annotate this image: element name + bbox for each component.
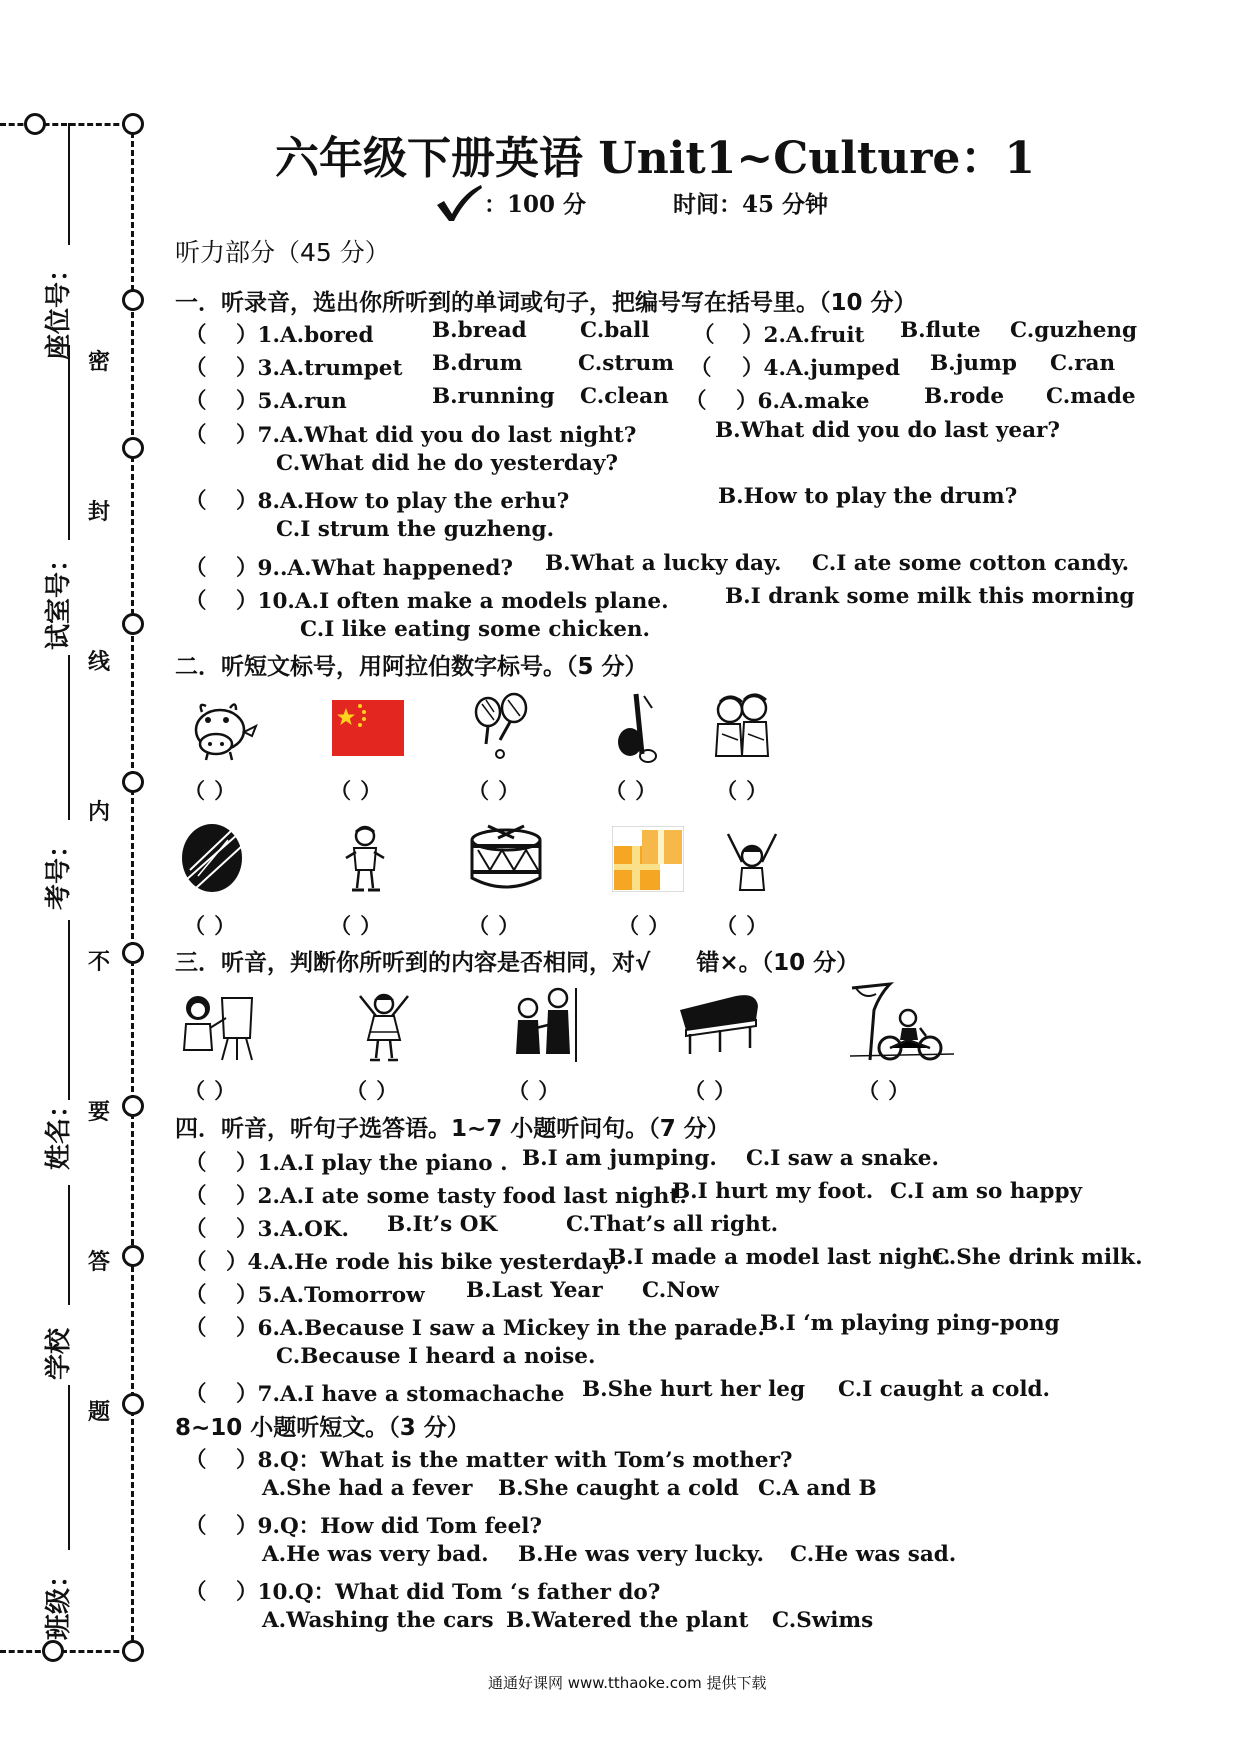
option-b: B.What did you do last year? [715,418,1060,443]
option-b: B.Watered the plant [506,1608,749,1633]
exam-room-label: 试室号： [44,545,74,650]
option-a: A.She had a fever [262,1476,473,1501]
question-text: ）1.A.I play the piano . [236,1151,508,1176]
question-text: ）9.Q：How did Tom feel? [236,1514,543,1539]
margin-solid-line [68,123,70,245]
answer-blank-open[interactable]: （ [185,323,207,348]
option-c: C.ball [580,318,650,343]
option-b: B.I drank some milk this morning [725,584,1135,609]
answer-blank-open[interactable]: （ [185,556,207,581]
seal-ring [122,942,144,964]
seal-char: 不 [88,950,111,975]
question-text: ）10.Q：What did Tom ‘s father do? [236,1580,661,1605]
option-a: A.He was very bad. [262,1542,489,1567]
option-b: B.How to play the drum? [718,484,1018,509]
option-c: C.I am so happy [890,1179,1082,1204]
exam-number-label: 考号： [44,831,74,910]
seal-ring [122,113,144,135]
option-b: B.I am jumping. [522,1146,717,1171]
answer-paren[interactable]: （ ） [184,1078,237,1103]
seal-char: 要 [88,1100,111,1125]
seal-char: 题 [88,1400,111,1425]
answer-blank-open[interactable]: （ [185,1382,207,1407]
question-text: ）4.A.jumped [742,356,901,381]
seal-ring [122,1640,144,1662]
option-c: C.I strum the guzheng. [276,517,555,542]
option-c: C.I saw a snake. [746,1146,939,1171]
option-c: C.Swims [772,1608,874,1633]
option-b: B.It’s OK [387,1212,498,1237]
answer-blank-open[interactable]: （ [185,489,207,514]
answer-paren[interactable]: （ ） [346,1078,399,1103]
option-b: B.She caught a cold [498,1476,739,1501]
option-b: B.bread [432,318,527,343]
option-c: C.Because I heard a noise. [276,1344,596,1369]
drum-icon [468,820,544,896]
seal-char: 内 [88,800,111,825]
answer-blank-open[interactable]: （ [693,323,715,348]
china-flag-icon [332,700,404,756]
option-b: B.flute [900,318,981,343]
margin-solid-line [68,655,70,820]
part3-heading: 三．听音，判断你所听到的内容是否相同，对√ 错×。（10 分） [175,950,860,976]
option-b: B.running [432,384,555,409]
option-b: B.Last Year [466,1278,603,1303]
question-text: ）2.A.I ate some tasty food last night. [236,1184,687,1209]
margin-solid-line [68,1185,70,1305]
bottom-dash-line [0,1650,128,1653]
seal-char: 答 [88,1250,111,1275]
seal-dash-line [131,132,134,1650]
answer-blank-open[interactable]: （ [690,356,712,381]
answer-paren[interactable]: （ ） [716,913,769,938]
margin-solid-line [68,920,70,1100]
question-text: ）7.A.What did you do last night? [236,423,637,448]
exam-time: 时间：45 分钟 [673,191,829,218]
option-b: B.drum [432,351,523,376]
answer-paren[interactable]: （ ） [618,913,671,938]
page-footer: 通通好课网 www.tthaoke.com 提供下载 [488,1674,767,1692]
question-text: ）5.A.Tomorrow [236,1283,425,1308]
answer-paren[interactable]: （ ） [468,778,521,803]
option-b: B.I hurt my foot. [672,1179,874,1204]
top-left-ring [24,113,46,135]
question-text: ）8.Q：What is the matter with Tom’s mother? [236,1448,793,1473]
seal-ring [122,771,144,793]
children-icon [708,690,778,764]
answer-paren[interactable]: （ ） [330,778,383,803]
option-c: C.I ate some cotton candy. [812,551,1130,576]
seal-ring [122,1095,144,1117]
answer-paren[interactable]: （ ） [716,778,769,803]
question-text: ）9..A.What happened? [236,556,513,581]
bottom-left-ring [42,1640,64,1662]
listening-heading: 听力部分（45 分） [175,238,390,267]
option-c: C.strum [578,351,674,376]
answer-blank-open[interactable]: （ [185,1250,207,1275]
answer-blank-open[interactable]: （ [185,589,207,614]
option-c: C.Now [642,1278,719,1303]
option-a: A.Washing the cars [262,1608,494,1633]
seal-ring [122,437,144,459]
option-c: C.I caught a cold. [838,1377,1051,1402]
option-b: B.He was very lucky. [518,1542,764,1567]
answer-paren[interactable]: （ ） [468,913,521,938]
answer-blank-open[interactable]: （ [185,1514,207,1539]
answer-blank-open[interactable]: （ [685,389,707,414]
seat-number-label: 座位号： [44,255,74,360]
ping-pong-icon [470,690,534,764]
option-b: B.What a lucky day. [545,551,782,576]
answer-paren[interactable]: （ ） [508,1078,561,1103]
answer-paren[interactable]: （ ） [605,778,658,803]
question-text: ）10.A.I often make a models plane. [236,589,669,614]
option-b: B.I ‘m playing ping-pong [760,1311,1060,1336]
flute-icon [608,690,664,766]
margin-solid-line [68,345,70,540]
option-b: B.jump [930,351,1017,376]
question-text: ）6.A.make [736,389,870,414]
question-text: ）6.A.Because I saw a Mickey in the parade. [236,1316,765,1341]
question-text: ）4.A.He rode his bike yesterday. [226,1250,620,1275]
option-c: C.guzheng [1010,318,1138,343]
option-c: C.He was sad. [790,1542,957,1567]
checkmark-icon [434,183,484,223]
option-c: C.ran [1050,351,1116,376]
seal-ring [122,1245,144,1267]
option-b: B.rode [924,384,1005,409]
answer-blank-open[interactable]: （ [185,423,207,448]
question-text: ）8.A.How to play the erhu? [236,489,570,514]
page-title: 六年级下册英语 Unit1~Culture：1 [275,133,1036,184]
girl-painting-icon [176,988,256,1062]
hippo-icon [186,692,266,764]
part4-heading: 四．听音，听句子选答语。1~7 小题听问句。（7 分） [175,1116,730,1142]
answer-paren[interactable]: （ ） [184,913,237,938]
answer-blank-open[interactable]: （ [185,1580,207,1605]
answer-blank-open[interactable]: （ [185,1448,207,1473]
margin-solid-line [68,1385,70,1550]
answer-blank-open[interactable]: （ [185,1217,207,1242]
erhu-icon [178,820,248,896]
seal-ring [122,613,144,635]
name-label: 姓名： [44,1091,74,1170]
answer-paren[interactable]: （ ） [184,778,237,803]
seal-char: 封 [88,500,111,525]
top-dash-line [0,123,128,126]
teacher-student-icon [506,984,586,1064]
dancer-icon [356,986,412,1064]
total-score: ：100 分 [484,191,587,218]
school-label: 学校 [44,1327,74,1380]
answer-blank-open[interactable]: （ [185,356,207,381]
answer-paren[interactable]: （ ） [858,1078,911,1103]
piano-icon [676,990,762,1060]
option-c: C.That’s all right. [566,1212,779,1237]
part1-heading: 一．听录音，选出你所听到的单词或句子，把编号写在括号里。（10 分） [175,290,917,316]
answer-blank-open[interactable]: （ [185,1151,207,1176]
question-text: ）5.A.run [236,389,347,414]
option-c: C.I like eating some chicken. [300,617,651,642]
option-c: C.A and B [758,1476,877,1501]
question-text: ）1.A.bored [236,323,374,348]
seal-ring [122,1393,144,1415]
option-c: C.clean [580,384,669,409]
option-c: C.made [1046,384,1136,409]
seal-ring [122,289,144,311]
part2-heading: 二．听短文标号，用阿拉伯数字标号。（5 分） [175,654,648,680]
gift-box-icon [612,826,684,892]
girl-cheering-icon [724,828,780,894]
answer-paren[interactable]: （ ） [684,1078,737,1103]
question-text: ）7.A.I have a stomachache [236,1382,565,1407]
question-text: ）3.A.trumpet [236,356,403,381]
boy-icon [342,824,388,896]
answer-paren[interactable]: （ ） [330,913,383,938]
answer-blank-open[interactable]: （ [185,1184,207,1209]
part4-sub-heading: 8~10 小题听短文。（3 分） [175,1415,470,1441]
answer-blank-open[interactable]: （ [185,389,207,414]
class-label: 班级： [44,1561,74,1640]
option-b: B.I made a model last night. [608,1245,951,1270]
answer-blank-open[interactable]: （ [185,1283,207,1308]
question-text: ）3.A.OK. [236,1217,350,1242]
option-c: C.She drink milk. [932,1245,1143,1270]
question-text: ）2.A.fruit [742,323,865,348]
option-b: B.She hurt her leg [582,1377,805,1402]
answer-blank-open[interactable]: （ [185,1316,207,1341]
bike-rider-icon [850,980,954,1064]
seal-char: 密 [88,350,111,375]
seal-char: 线 [88,650,111,675]
option-c: C.What did he do yesterday? [276,451,618,476]
